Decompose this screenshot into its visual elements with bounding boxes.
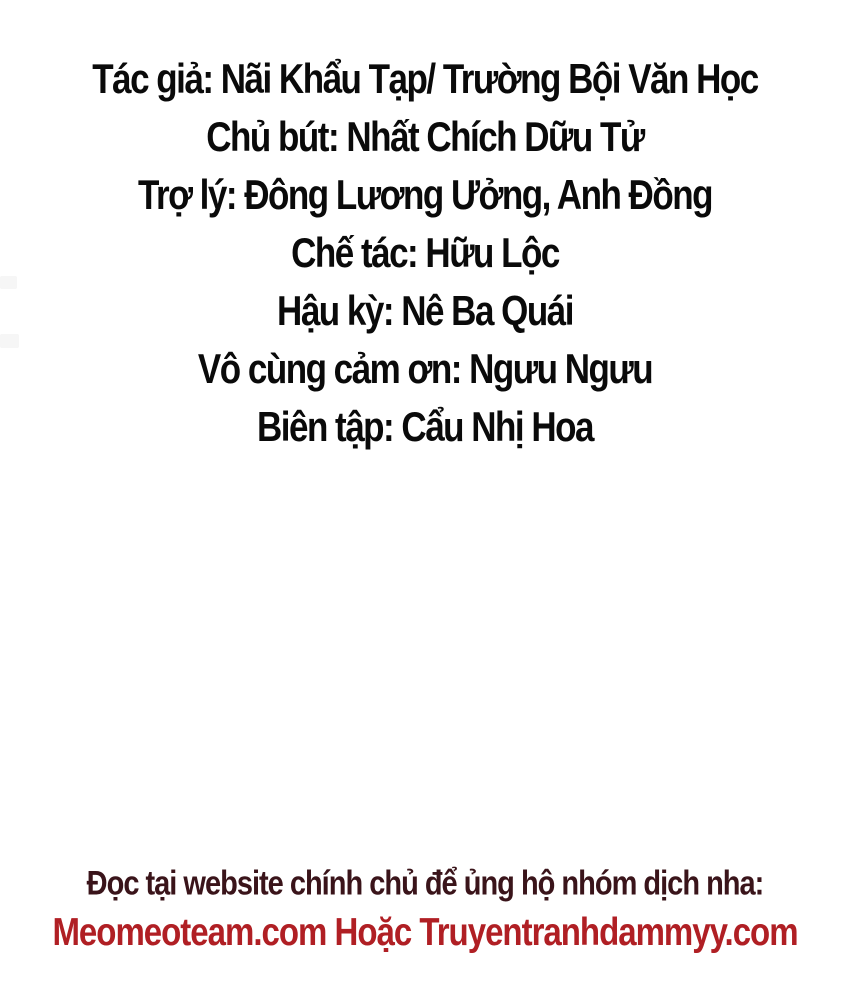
credit-line-editor <box>0 406 850 450</box>
credit-line-chief-editor-text: Chủ bút: Nhất Chích Dữu Tử <box>206 114 644 161</box>
credit-line-postproduction-text: Hậu kỳ: Nê Ba Quái <box>277 288 573 335</box>
footer-websites-line <box>0 911 850 953</box>
credit-line-author-text: Tác giả: Nãi Khẩu Tạp/ Trường Bội Văn Học <box>92 56 758 103</box>
credit-line-assistant-text: Trợ lý: Đông Lương Ưởng, Anh Đồng <box>138 172 712 219</box>
footer-websites-text: Meomeoteam.com Hoặc Truyentranhdammyy.com <box>52 909 798 954</box>
credit-line-thanks-text: Vô cùng cảm ơn: Ngưu Ngưu <box>197 346 653 393</box>
credit-line-postproduction <box>0 290 850 334</box>
scan-smudge-artifact <box>0 334 19 348</box>
credit-line-thanks <box>0 348 850 392</box>
footer-notice-text: Đọc tại website chính chủ để ủng hộ nhóm dịch nha: <box>86 865 764 903</box>
credit-line-production-text: Chế tác: Hữu Lộc <box>291 230 559 277</box>
footer-notice-line <box>0 864 850 904</box>
scan-smudge-artifact <box>0 276 17 289</box>
credit-line-chief-editor <box>0 116 850 160</box>
credit-line-production <box>0 232 850 276</box>
credit-line-editor-text: Biên tập: Cẩu Nhị Hoa <box>256 404 594 451</box>
credit-line-assistant <box>0 174 850 218</box>
credit-line-author <box>0 58 850 102</box>
